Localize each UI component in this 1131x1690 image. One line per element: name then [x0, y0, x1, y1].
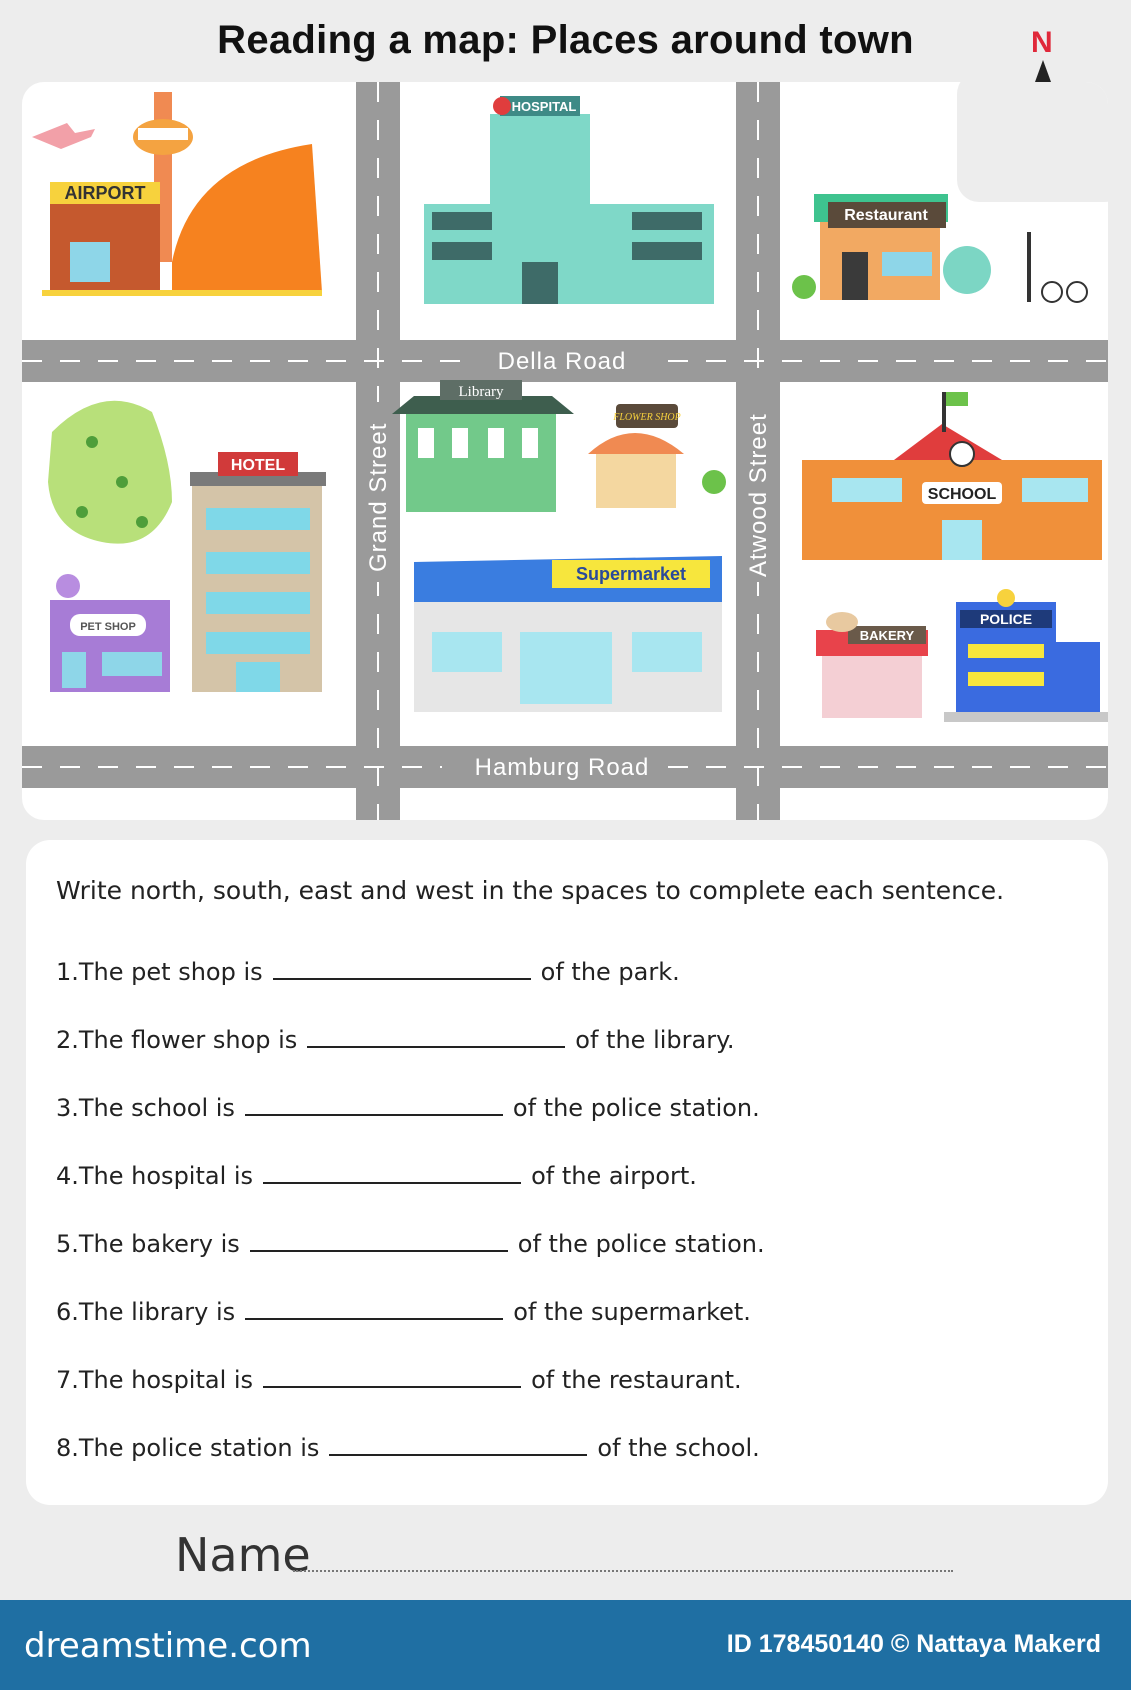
tree-icon — [86, 436, 98, 448]
page-title: Reading a map: Places around town — [217, 18, 914, 62]
road-label-della: Della Road — [497, 348, 627, 375]
question-text: 3.The school is — [56, 1094, 235, 1122]
airport-building — [32, 92, 322, 296]
question-text: 5.The bakery is — [56, 1230, 240, 1258]
airplane-icon — [32, 123, 95, 149]
answer-blank-8[interactable] — [329, 1434, 587, 1456]
police-label: POLICE — [979, 611, 1033, 627]
town-map — [22, 82, 1108, 820]
question-text: of the airport. — [531, 1162, 697, 1190]
question-text: of the police station. — [517, 1230, 765, 1258]
question-text: 4.The hospital is — [56, 1162, 254, 1190]
bakery-building — [816, 612, 928, 718]
footer-bar — [0, 1600, 1131, 1690]
hospital-building — [424, 96, 714, 304]
library-label: Library — [458, 384, 504, 400]
hotel-building — [190, 452, 326, 692]
question-2 — [56, 1026, 735, 1054]
question-text: 2.The flower shop is — [56, 1026, 298, 1054]
tree-icon — [792, 275, 816, 299]
badge-icon — [997, 589, 1015, 607]
answer-blank-7[interactable] — [263, 1366, 521, 1388]
flower-shop-label: FLOWER SHOP — [613, 412, 681, 423]
question-text: of the library. — [575, 1026, 735, 1054]
answer-blank-2[interactable] — [307, 1026, 565, 1048]
paw-icon — [56, 574, 80, 598]
worksheet-panel — [26, 840, 1108, 1505]
answer-blank-5[interactable] — [250, 1230, 508, 1252]
supermarket-building — [414, 556, 722, 712]
question-text: of the police station. — [512, 1094, 760, 1122]
question-3 — [56, 1094, 760, 1122]
question-text: of the park. — [540, 958, 680, 986]
name-label: Name — [175, 1528, 311, 1582]
town-map-drawing — [22, 82, 1108, 820]
hospital-label: HOSPITAL — [511, 99, 577, 114]
flower-shop-building — [588, 404, 726, 508]
school-label: SCHOOL — [927, 486, 997, 503]
road-label-atwood: Atwood Street — [745, 413, 772, 577]
question-text: of the restaurant. — [531, 1366, 742, 1394]
clock-icon — [950, 442, 974, 466]
flag-icon — [946, 392, 968, 406]
question-8 — [56, 1434, 760, 1462]
pet-shop-building — [50, 574, 170, 692]
name-input-line[interactable] — [293, 1570, 953, 1572]
park-area — [48, 401, 172, 544]
streetlamp-icon — [1027, 232, 1031, 302]
police-building — [944, 589, 1108, 722]
question-text: of the supermarket. — [513, 1298, 751, 1326]
question-5 — [56, 1230, 765, 1258]
restaurant-label: Restaurant — [844, 207, 928, 224]
answer-blank-4[interactable] — [263, 1162, 521, 1184]
answer-blank-6[interactable] — [245, 1298, 503, 1320]
compass-cutout — [957, 82, 1108, 202]
library-building — [392, 380, 574, 512]
bicycle-icon — [1042, 282, 1062, 302]
airport-label: AIRPORT — [64, 183, 146, 203]
bakery-label: BAKERY — [859, 628, 915, 643]
question-7 — [56, 1366, 742, 1394]
question-text: 1.The pet shop is — [56, 958, 263, 986]
footer-credit: ID 178450140 © Nattaya Makerd — [726, 1630, 1101, 1658]
road-label-grand: Grand Street — [365, 422, 392, 572]
hotel-label: HOTEL — [230, 457, 286, 474]
pet-shop-label: PET SHOP — [80, 621, 136, 633]
tree-icon — [702, 470, 726, 494]
answer-blank-1[interactable] — [273, 958, 531, 980]
question-text: 7.The hospital is — [56, 1366, 254, 1394]
answer-blank-3[interactable] — [245, 1094, 503, 1116]
footer-brand[interactable]: dreamstime.com — [24, 1626, 312, 1666]
school-building — [802, 392, 1102, 560]
supermarket-label: Supermarket — [575, 564, 687, 584]
question-text: of the school. — [597, 1434, 760, 1462]
umbrella-icon — [943, 246, 991, 294]
question-4 — [56, 1162, 697, 1190]
compass-n-label: N — [1031, 26, 1053, 59]
question-text: 6.The library is — [56, 1298, 236, 1326]
question-text: 8.The police station is — [56, 1434, 320, 1462]
question-1 — [56, 958, 680, 986]
road-label-hamburg: Hamburg Road — [474, 754, 650, 781]
restaurant-building — [792, 194, 1087, 302]
instructions: Write north, south, east and west in the spaces to complete each sentence. — [56, 876, 1005, 905]
bread-icon — [826, 612, 858, 632]
medical-cross-icon — [493, 97, 511, 115]
question-6 — [56, 1298, 751, 1326]
